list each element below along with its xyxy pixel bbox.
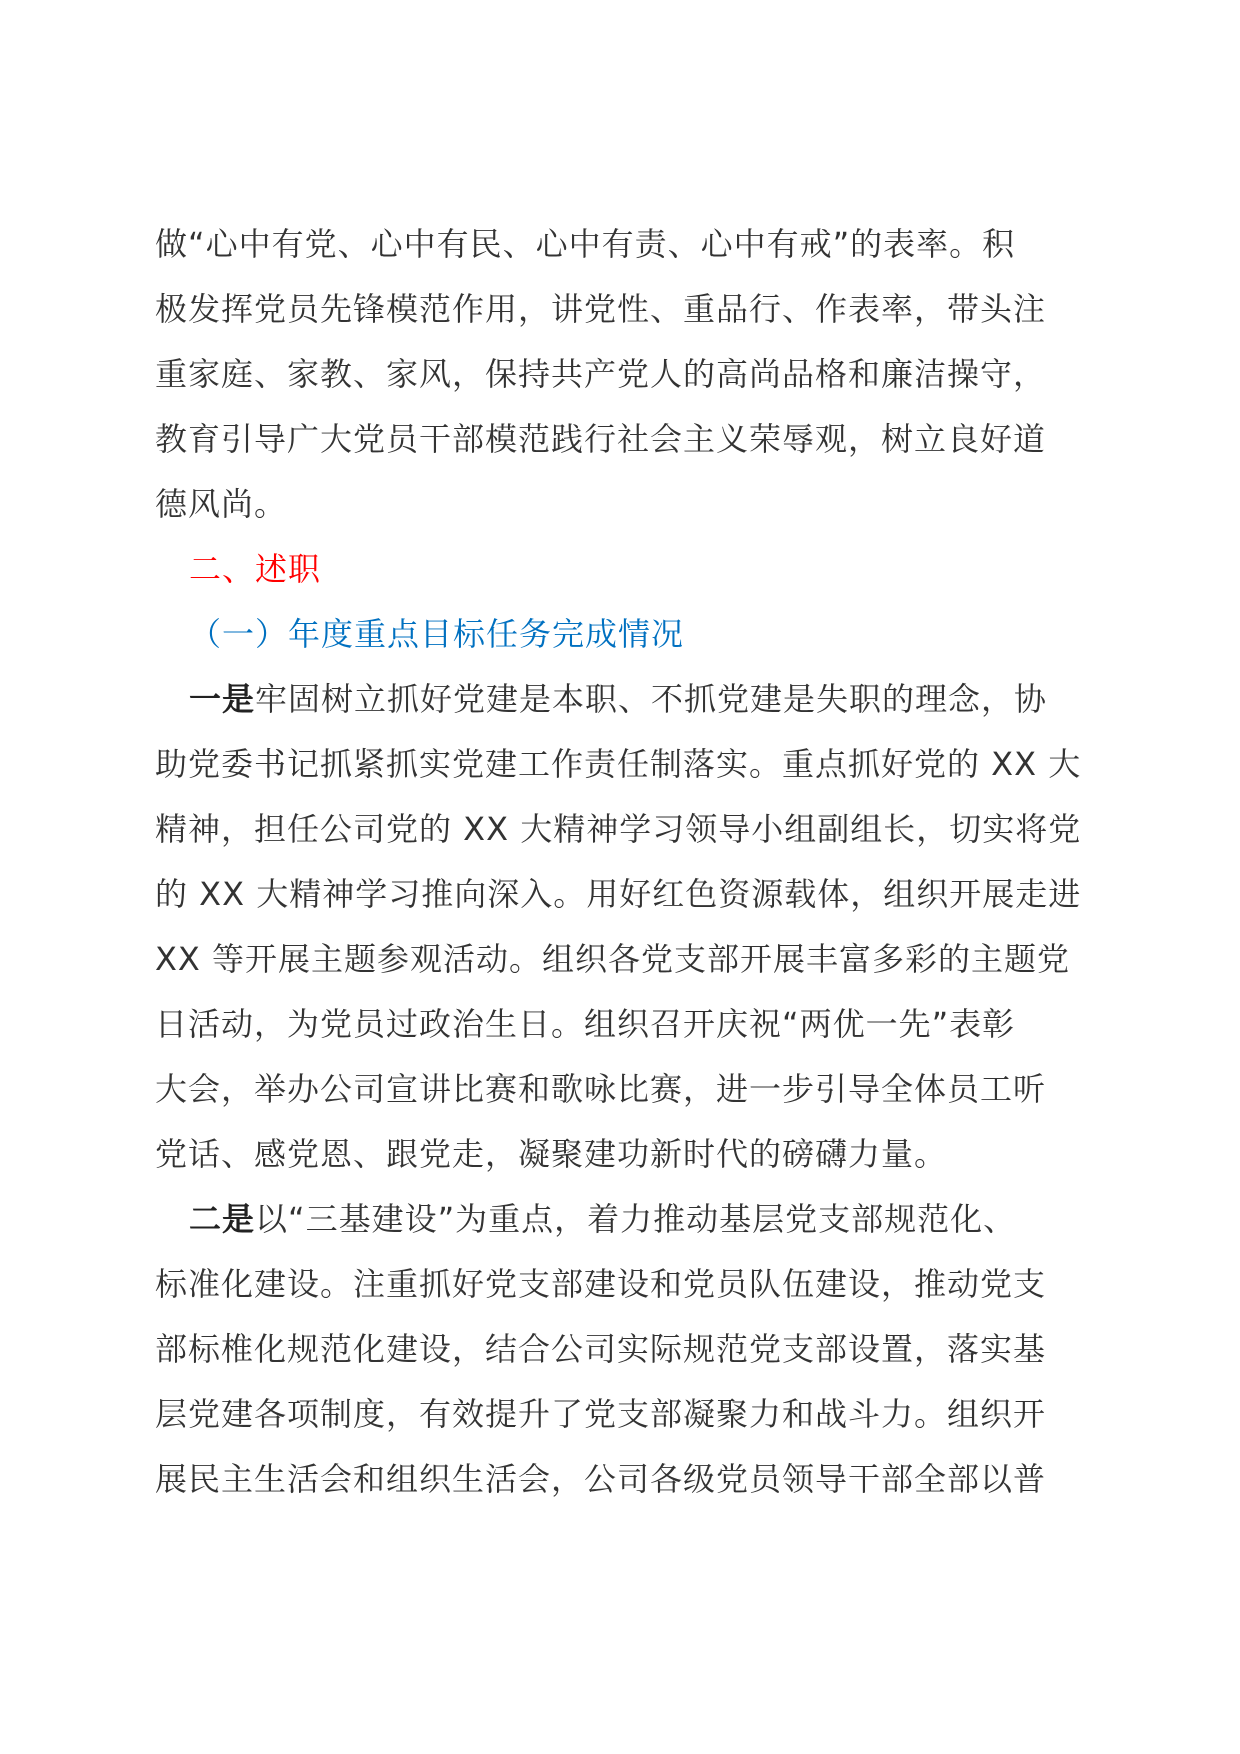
text-line: 大会，举办公司宣讲比赛和歌咏比赛，进一步引导全体员工听 bbox=[155, 1070, 1047, 1108]
text-line: 极发挥党员先锋模范作用，讲党性、重品行、作表率，带头注 bbox=[155, 290, 1047, 328]
text-line: 做“心中有党、心中有民、心中有责、心中有戒”的表率。积 bbox=[155, 225, 1016, 263]
text-line: 层党建各项制度，有效提升了党支部凝聚力和战斗力。组织开 bbox=[155, 1395, 1047, 1433]
text-line: 党话、感党恩、跟党走，凝聚建功新时代的磅礴力量。 bbox=[155, 1135, 948, 1173]
paragraph-item-one bbox=[155, 667, 1085, 1187]
text-line: 德风尚。 bbox=[155, 485, 288, 523]
text-line: XX 等开展主题参观活动。组织各党支部开展丰富多彩的主题党 bbox=[155, 940, 1071, 978]
text-line bbox=[155, 667, 1085, 732]
text-line: 的 XX 大精神学习推向深入。用好红色资源载体，组织开展走进 bbox=[155, 875, 1082, 913]
paragraph-item-two bbox=[155, 1187, 1085, 1512]
text-line bbox=[155, 1187, 1085, 1252]
text-line: 日活动，为党员过政治生日。组织召开庆祝“两优一先”表彰 bbox=[155, 1005, 1016, 1043]
text-line: 部标椎化规范化建设，结合公司实际规范党支部设置，落实基 bbox=[155, 1330, 1047, 1368]
text-line: 展民主生活会和组织生活会，公司各级党员领导干部全部以普 bbox=[155, 1460, 1047, 1498]
text-line: 标准化建设。注重抓好党支部建设和党员队伍建设，推动党支 bbox=[155, 1265, 1047, 1303]
item-lead: 二是 bbox=[189, 1200, 256, 1238]
text-line: 教育引导广大党员干部模范践行社会主义荣辱观，树立良好道 bbox=[155, 420, 1047, 458]
item-first-line: 牢固树立抓好党建是本职、不抓党建是失职的理念，协 bbox=[255, 680, 1048, 718]
item-first-line: 以“三基建设”为重点，着力推动基层党支部规范化、 bbox=[255, 1200, 1017, 1238]
subsection-heading: （一）年度重点目标任务完成情况 bbox=[189, 615, 685, 653]
text-line: 助党委书记抓紧抓实党建工作责任制落实。重点抓好党的 XX 大 bbox=[155, 745, 1082, 783]
text-line: 重家庭、家教、家风，保持共产党人的高尚品格和廉洁操守， bbox=[155, 355, 1047, 393]
paragraph-role-model bbox=[155, 212, 1085, 537]
text-line: 精神，担任公司党的 XX 大精神学习领导小组副组长，切实将党 bbox=[155, 810, 1082, 848]
section-heading: 二、述职 bbox=[189, 550, 322, 588]
document-body bbox=[155, 212, 1085, 1512]
item-lead: 一是 bbox=[189, 680, 256, 718]
